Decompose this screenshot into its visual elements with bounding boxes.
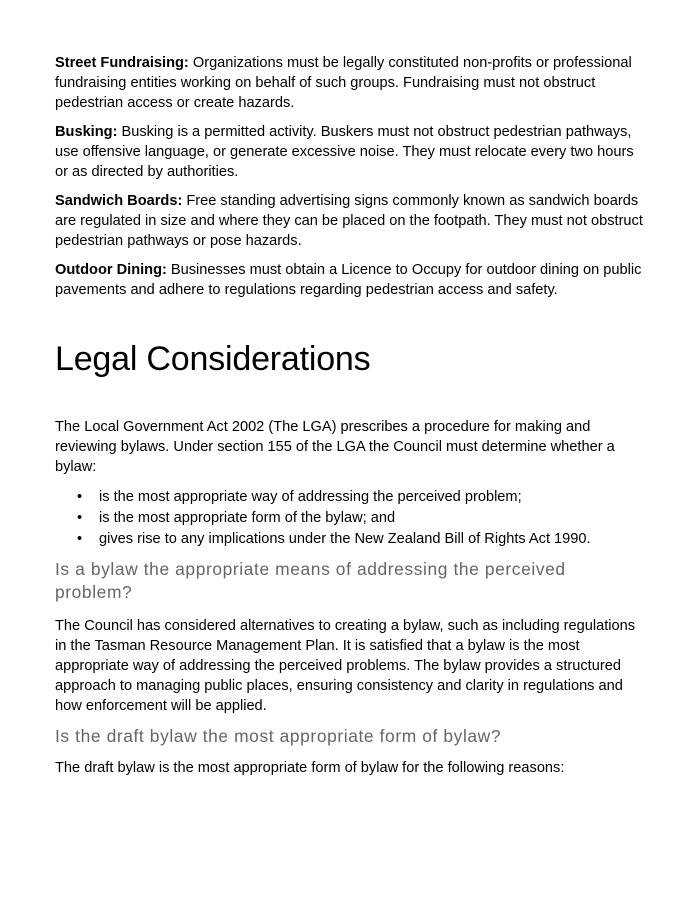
list-item-text: gives rise to any implications under the New Zealand Bill of Rights Act 1990. <box>99 531 591 547</box>
definition-busking <box>55 122 645 182</box>
list-item <box>55 529 645 550</box>
definition-outdoor-dining <box>55 260 645 300</box>
bullet-icon: • <box>77 531 83 547</box>
list-item-text: is the most appropriate way of addressing the perceived problem; <box>99 489 522 505</box>
definition-term: Outdoor Dining: <box>55 262 167 278</box>
bullet-icon: • <box>77 489 83 505</box>
list-item <box>55 508 645 529</box>
legal-criteria-list <box>55 487 645 550</box>
appropriate-means-paragraph: The Council has considered alternatives to creating a bylaw, such as including regulations in the Tasman Resource Management Plan. It is satisfied that a bylaw is the most appropriate way of addressing the perceived problems. The bylaw provides a structured approach to managing public places, ensuring consistency and clarity in regulations and how enforcement will be applied. <box>55 618 636 714</box>
appropriate-means-heading: Is a bylaw the appropriate means of addressing the perceived problem? <box>55 559 566 602</box>
definition-text: Free standing advertising signs commonly known as sandwich boards are regulated in size and where they can be placed on the footpath. They must not obstruct pedestrian pathways or pose hazards. <box>55 193 643 249</box>
legal-intro-paragraph: The Local Government Act 2002 (The LGA) prescribes a procedure for making and reviewing bylaws. Under section 155 of the LGA the Council must determine whether a bylaw: <box>55 419 615 475</box>
appropriate-form-paragraph: The draft bylaw is the most appropriate form of bylaw for the following reasons: <box>55 760 565 776</box>
list-item-text: is the most appropriate form of the bylaw; and <box>99 510 396 526</box>
definition-text: Organizations must be legally constituted non-profits or professional fundraising entities working on behalf of such groups. Fundraising must not obstruct pedestrian access or create hazards. <box>55 55 632 111</box>
definition-term: Street Fundraising: <box>55 55 189 71</box>
definition-street-fundraising <box>55 53 645 113</box>
definition-term: Busking: <box>55 124 118 140</box>
list-item <box>55 487 645 508</box>
definition-term: Sandwich Boards: <box>55 193 183 209</box>
bullet-icon: • <box>77 510 83 526</box>
document-page <box>55 53 645 778</box>
definition-sandwich-boards <box>55 191 645 251</box>
definition-text: Busking is a permitted activity. Buskers must not obstruct pedestrian pathways, use offensive language, or generate excessive noise. They must relocate every two hours or as directed by authorities. <box>55 124 634 180</box>
legal-considerations-heading: Legal Considerations <box>55 340 371 378</box>
appropriate-form-heading: Is the draft bylaw the most appropriate form of bylaw? <box>55 726 502 746</box>
definition-text: Businesses must obtain a Licence to Occupy for outdoor dining on public pavements and adhere to regulations regarding pedestrian access and safety. <box>55 262 642 298</box>
